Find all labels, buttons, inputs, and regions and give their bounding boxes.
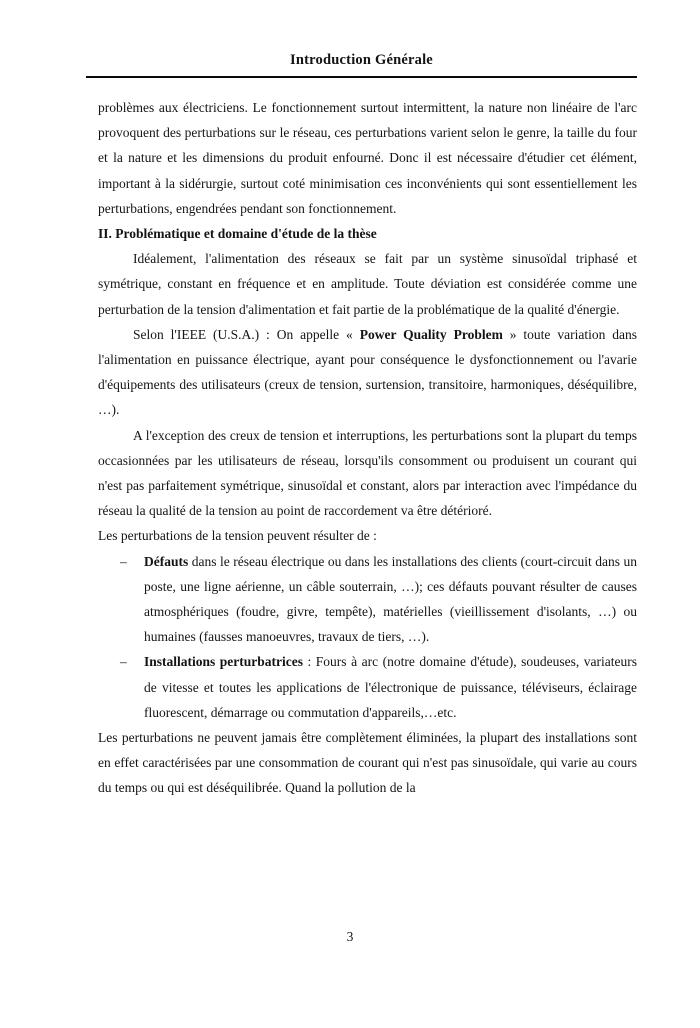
page-footer	[0, 928, 700, 946]
section-heading: II. Problématique et domaine d'étude de la thèse	[98, 226, 377, 242]
header-title: Introduction Générale	[290, 52, 433, 68]
list-item	[98, 649, 637, 725]
paragraph-resulter: Les perturbations de la tension peuvent résulter de :	[98, 528, 377, 544]
paragraph-final: Les perturbations ne peuvent jamais être complètement éliminées, la plupart des installations sont en effet caractérisées par une consommation de courant qui n'est pas sinusoïdale, qui varie au cours du temps ou qui est déséquilibrée. Quand la pollution de la	[98, 730, 637, 796]
paragraph-ieee: Selon l'IEEE (U.S.A.) : On appelle « Power Quality Problem » toute variation dans l'alimentation en puissance électrique, ayant pour conséquence le dysfonctionnement ou l'avarie d'équipements des utilisateurs (creux de tension, surtension, transitoire, harmoniques, déséquilibre, …).	[98, 326, 637, 418]
bullet-text-defauts: Défauts dans le réseau électrique ou dans les installations des clients (court-circuit dans un poste, une ligne aérienne, un câble souterrain, …); ces défauts pouvant résulter de causes atmosphériques (foudre, givre, tempête), matérielles (vieillissement d'isolants, …) ou humaines (fausses manoeuvres, travaux de tiers, …).	[144, 553, 637, 645]
bullet-text-installations: Installations perturbatrices : Fours à arc (notre domaine d'étude), soudeuses, variateurs de vitesse et toutes les applications de l'électronique de puissance, téléviseurs, éclairage fluorescent, démarrage ou commutation d'appareils,…etc.	[144, 654, 637, 720]
paragraph-ideal: Idéalement, l'alimentation des réseaux se fait par un système sinusoïdal triphasé et symétrique, constant en fréquence et en amplitude. Toute déviation est considérée comme une perturbation de la tension d'alimentation et fait partie de la problématique de la qualité d'énergie.	[98, 251, 637, 317]
bullet-list	[98, 549, 637, 725]
paragraph-exception: A l'exception des creux de tension et interruptions, les perturbations sont la plupart du temps occasionnées par les utilisateurs de réseau, lorsqu'ils consomment ou produisent un courant qui n'est pas parfaitement symétrique, sinusoïdal et constant, alors par interaction avec l'impédance du réseau la qualité de la tension au point de raccordement va être détérioré.	[98, 427, 637, 519]
page-number: 3	[346, 929, 354, 944]
list-item	[98, 549, 637, 650]
bullet-dash: –	[120, 553, 127, 569]
page-header	[86, 52, 637, 78]
bullet-dash: –	[120, 654, 127, 670]
document-body	[98, 95, 637, 801]
paragraph-intro: problèmes aux électriciens. Le fonctionnement surtout intermittent, la nature non linéaire de l'arc provoquent des perturbations sur le réseau, ces perturbations varient selon le genre, la taille du four et la nature et les dimensions du produit enfourné. Donc il est nécessaire d'étudier cet élément, important à la sidérurgie, surtout coté minimisation ces inconvénients qui sont essentiellement les perturbations, engendrées pendant son fonctionnement.	[98, 100, 637, 216]
